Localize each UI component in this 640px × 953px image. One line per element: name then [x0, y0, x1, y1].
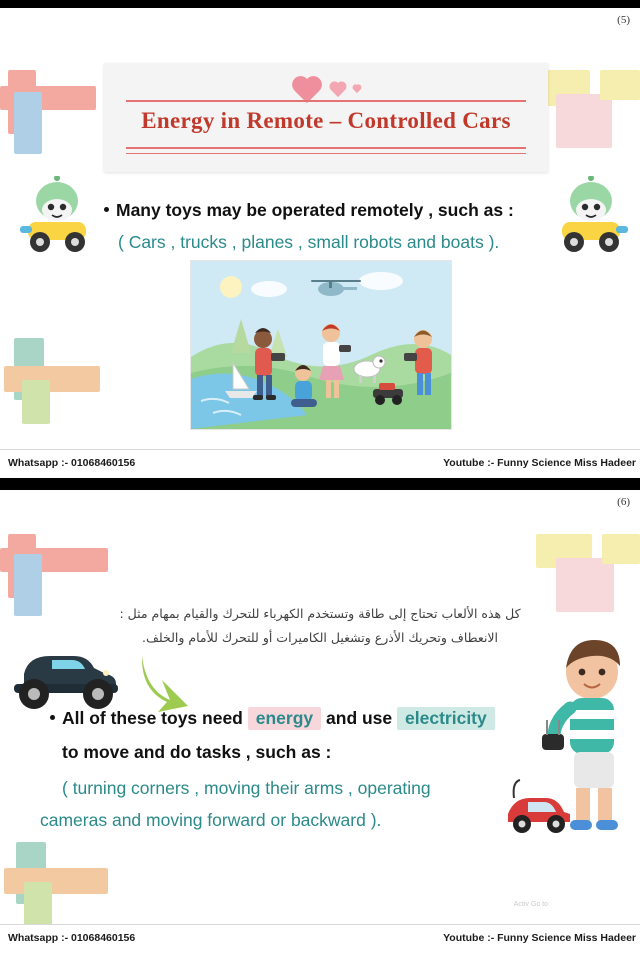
robot-toy-car-left-icon — [14, 176, 100, 258]
slide2-teal-line-2: cameras and moving forward or backward ). — [40, 810, 382, 830]
heart-icon — [328, 79, 348, 97]
monster-truck-icon — [6, 640, 130, 710]
heart-icon — [351, 83, 362, 93]
deco-block — [22, 380, 50, 424]
title-card — [104, 63, 548, 172]
title-divider-bottom — [126, 147, 526, 149]
slide1-line-2: ( Cars , trucks , planes , small robots and boats ). — [118, 232, 500, 252]
arabic-line-2: الانعطاف وتحريك الأذرع وتشغيل الكاميرات أو للتحرك للأمام والخلف. — [141, 630, 499, 645]
slide2-footer — [0, 924, 640, 953]
deco-block — [4, 366, 100, 392]
slide1-line-1 — [104, 200, 514, 221]
deco-block — [602, 534, 640, 564]
whatsapp-contact: Whatsapp :- 01068460156 — [8, 457, 136, 469]
youtube-channel: Youtube :- Funny Science Miss Hadeer — [443, 457, 636, 469]
sentence-part-1: All of these toys need — [62, 708, 243, 728]
deco-block — [24, 882, 52, 926]
highlight-electricity: electricity — [397, 707, 495, 730]
bullet-icon — [50, 715, 55, 720]
title-divider-bottom-2 — [126, 153, 526, 154]
slide2-sentence-line-1 — [50, 708, 495, 729]
slide-1 — [0, 8, 640, 478]
deco-block — [556, 558, 614, 612]
deco-block — [4, 868, 108, 894]
deco-block — [556, 94, 612, 148]
page-number-1: (5) — [617, 14, 630, 26]
robot-toy-car-right-icon — [548, 176, 634, 258]
youtube-channel: Youtube :- Funny Science Miss Hadeer — [443, 932, 636, 944]
highlight-energy: energy — [248, 707, 321, 730]
sentence-part-2: and use — [326, 708, 393, 728]
deco-block — [14, 92, 42, 154]
heart-icon — [290, 73, 324, 103]
slide2-sentence-line-2: to move and do tasks , such as : — [62, 742, 332, 762]
page-title: Energy in Remote – Controlled Cars — [141, 108, 511, 133]
red-rc-car-icon — [500, 778, 576, 838]
whatsapp-contact: Whatsapp :- 01068460156 — [8, 932, 136, 944]
deco-block — [600, 70, 640, 100]
bullet-icon — [104, 207, 109, 212]
slide1-footer — [0, 449, 640, 478]
slide2-teal-line-1: ( turning corners , moving their arms , operating — [62, 778, 431, 798]
arabic-line-1: كل هذه الألعاب تحتاج إلى طاقة وتستخدم الكهرباء للتحرك والقيام بمهام مثل : — [119, 606, 521, 621]
illustration-children-with-toys — [190, 260, 452, 430]
activation-watermark: Activ Go to — [513, 900, 548, 908]
hearts-decoration — [104, 73, 548, 103]
slide1-line-1-text: Many toys may be operated remotely , such as : — [116, 200, 514, 220]
slide-2 — [0, 490, 640, 953]
title-divider-top — [126, 100, 526, 102]
page-number-2: (6) — [617, 496, 630, 508]
